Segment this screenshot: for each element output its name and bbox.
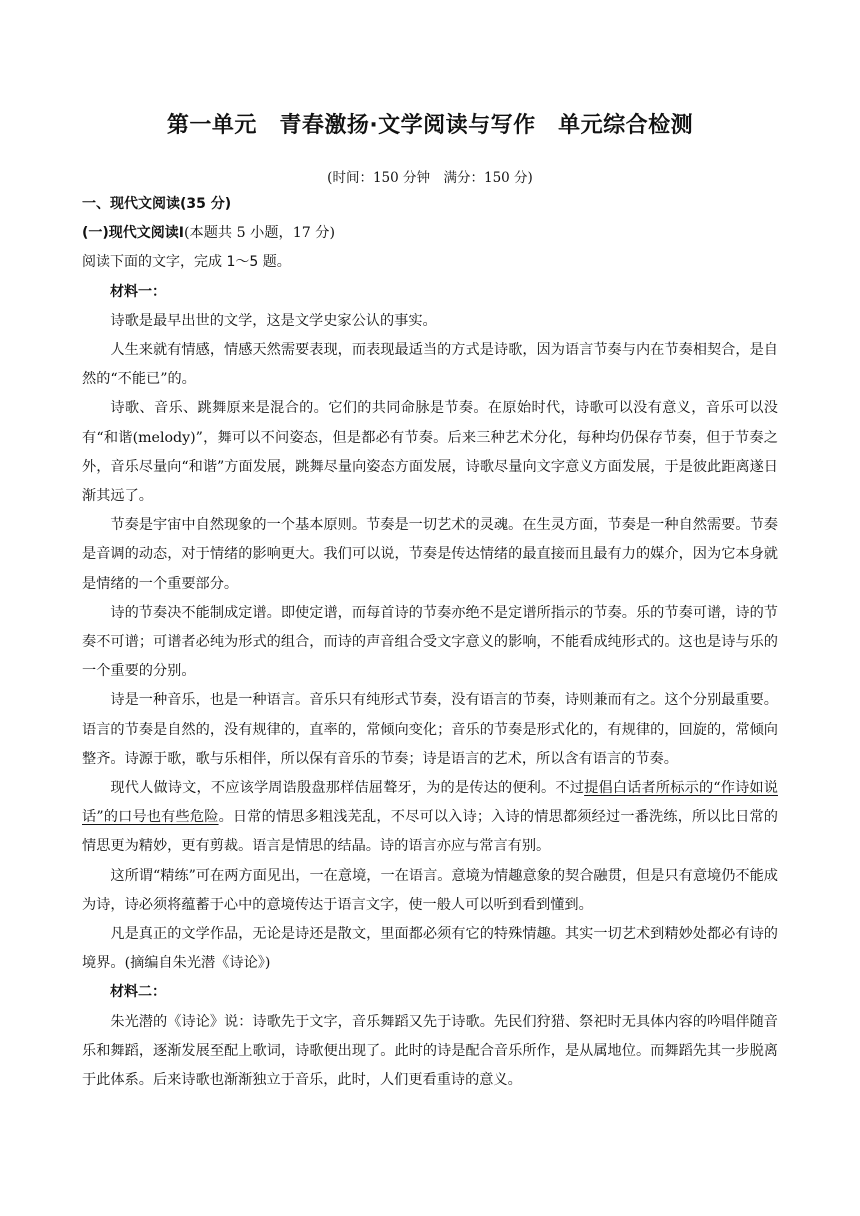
material-one-paragraph-with-underline [82,774,778,862]
subsection-label: (一)现代文阅读Ⅰ [82,225,185,242]
subsection-note: (本题共 5 小题，17 分) [184,225,336,242]
material-one-paragraph: 诗歌、音乐、跳舞原来是混合的。它们的共同命脉是节奏。在原始时代，诗歌可以没有意义，音乐可以没有“和谐(melody)”，舞可以不问姿态，但是都必有节奏。后来三种艺术分化，每种均仍保存节奏，但于节奏之外，音乐尽量向“和谐”方面发展，跳舞尽量向姿态方面发展，诗歌尽量向文字意义方面发展，于是彼此距离遂日渐其远了。 [82,400,778,505]
paragraph-text: 现代人做诗文，不应该学周诰殷盘那样佶屈聱牙，为的是传达的便利。不过 [110,780,585,797]
material-one-paragraph: 诗的节奏决不能制成定谱。即使定谱，而每首诗的节奏亦绝不是定谱所指示的节奏。乐的节奏可谱，诗的节奏不可谱；可谱者必纯为形式的组合，而诗的声音组合受文字意义的影响，不能看成纯形式的。这也是诗与乐的一个重要的分别。 [82,604,778,680]
material-one-paragraph: 节奏是宇宙中自然现象的一个基本原则。节奏是一切艺术的灵魂。在生灵方面，节奏是一种自然需要。节奏是音调的动态，对于情绪的影响更大。我们可以说，节奏是传达情绪的最直接而且最有力的媒介，因为它本身就是情绪的一个重要部分。 [82,517,778,592]
material-two-paragraph: 朱光潜的《诗论》说：诗歌先于文字，音乐舞蹈又先于诗歌。先民们狩猎、祭祀时无具体内容的吟唱伴随音乐和舞蹈，逐渐发展至配上歌词，诗歌便出现了。此时的诗是配合音乐所作，是从属地位。而舞蹈先其一步脱离于此体系。后来诗歌也渐渐独立于音乐，此时，人们更看重诗的意义。 [82,1013,778,1089]
section-heading: 一、现代文阅读(35 分) [82,196,232,212]
material-one-paragraph: 诗歌是最早出世的文学，这是文学史家公认的事实。 [110,312,437,329]
material-one-paragraph [82,920,778,978]
material-one-label: 材料一： [110,283,166,300]
subsection-heading [82,219,778,248]
paragraph-text: 。日常的情思多粗浅芜乱，不尽可以入诗；入诗的情思都须经过一番洗练，所以比日常的情思更为精妙，更有剪裁。语言是情思的结晶。诗的语言亦应与常言有别。 [82,809,778,855]
paragraph-text: 凡是真正的文学作品，无论是诗还是散文，里面都必须有它的特殊情趣。其实一切艺术到精妙处都必有诗的境界。 [82,926,778,972]
material-one-paragraph: 这所谓“精练”可在两方面见出，一在意境，一在语言。意境为情趣意象的契合融贯，但是只有意境仍不能成为诗，诗必须将蕴蓄于心中的意境传达于语言文字，使一般人可以听到看到懂到。 [82,867,778,913]
material-one-paragraph: 人生来就有情感，情感天然需要表现，而表现最适当的方式是诗歌，因为语言节奏与内在节奏相契合，是自然的“不能已”的。 [82,342,778,388]
exam-time-and-score: (时间：150 分钟 满分：150 分) [327,170,533,186]
underlined-sentence: 提倡白话者所标示的“作诗如说话”的口号也有些危险 [82,780,778,826]
material-one-paragraph: 诗是一种音乐，也是一种语言。音乐只有纯形式节奏，没有语言的节奏，诗则兼而有之。这个分别最重要。语言的节奏是自然的，没有规律的，直率的，常倾向变化；音乐的节奏是形式化的，有规律的，回旋的，常倾向整齐。诗源于歌，歌与乐相伴，所以保有音乐的节奏；诗是语言的艺术，所以含有语言的节奏。 [82,692,778,767]
document-body [82,190,778,1095]
document-title: 第一单元 青春激扬·文学阅读与写作 单元综合检测 [166,113,694,138]
reading-instruction: 阅读下面的文字，完成 1～5 题。 [82,254,291,271]
material-two-label: 材料二： [110,984,166,1001]
source-citation: (摘编自朱光潜《诗论》) [124,955,271,972]
